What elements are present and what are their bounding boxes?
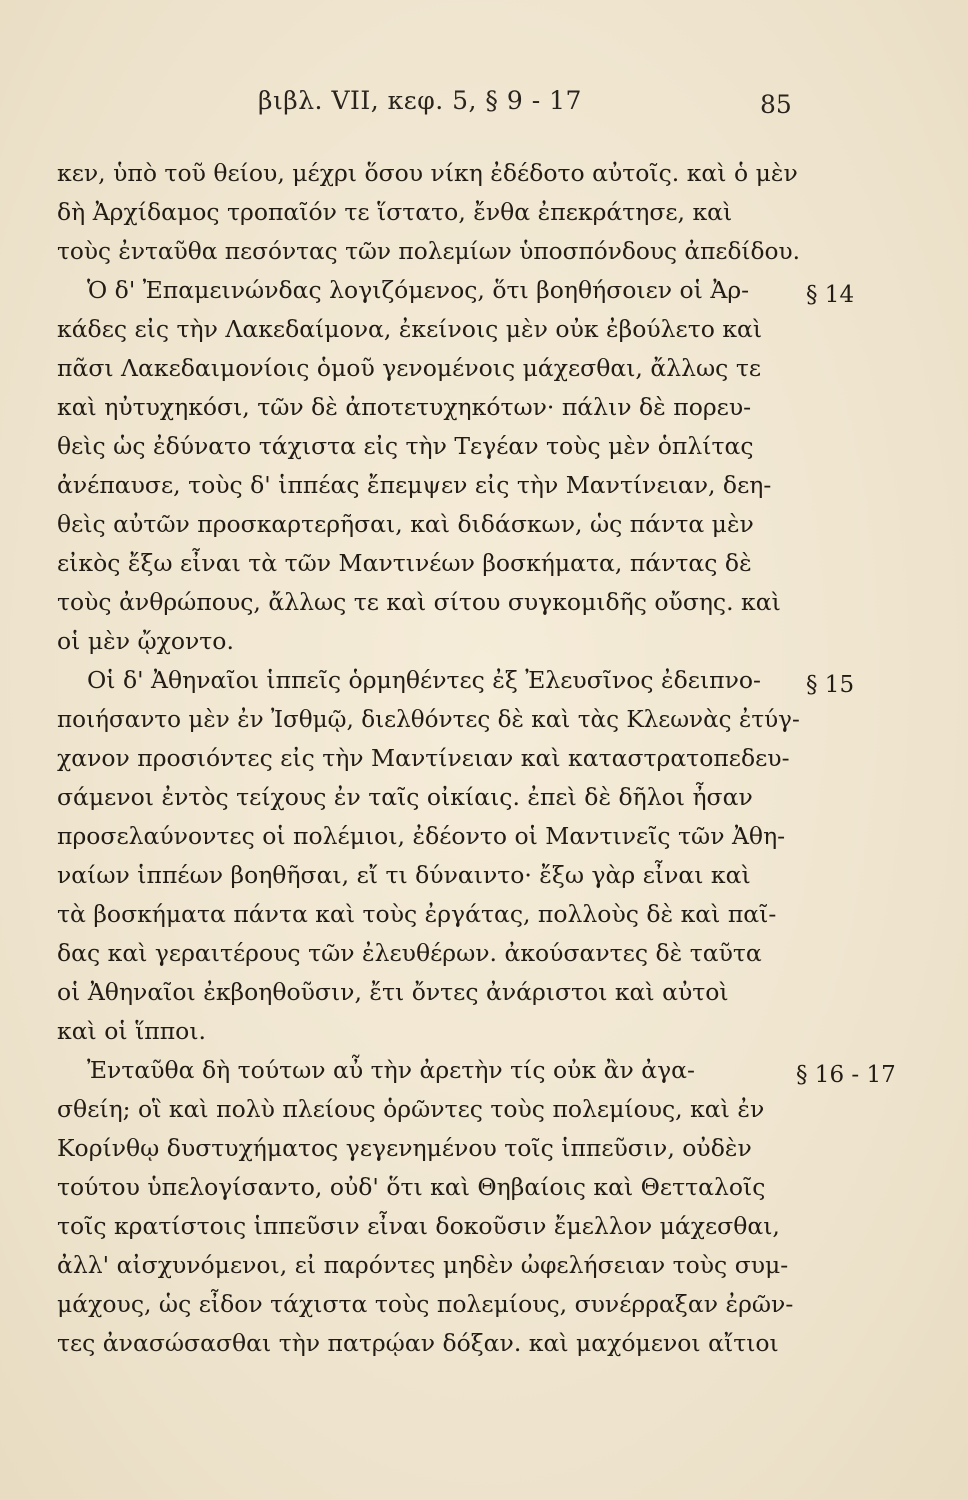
text-line: δὴ Ἀρχίδαμος τροπαῖόν τε ἵστατο, ἔνθα ἐπεκράτησε, καὶ [57,198,733,226]
text-line: μάχους, ὡς εἶδον τάχιστα τοὺς πολεμίους, συνέρραξαν ἐρῶν- [57,1290,794,1318]
text-line: Κορίνθῳ δυστυχήματος γεγενημένου τοῖς ἱππεῦσιν, οὐδὲν [57,1134,752,1162]
text-line: εἰκὸς ἔξω εἶναι τὰ τῶν Μαντινέων βοσκήματα, πάντας δὲ [57,549,752,577]
text-line: προσελαύνοντες οἱ πολέμιοι, ἐδέοντο οἱ Μαντινεῖς τῶν Ἀθη- [57,822,786,850]
text-line: κάδες εἰς τὴν Λακεδαίμονα, ἐκείνοις μὲν οὐκ ἐβούλετο καὶ [57,315,763,343]
page-number: 85 [760,90,792,119]
section-marker: § 16 - 17 [796,1062,896,1088]
section-marker: § 14 [806,282,855,308]
section-marker: § 15 [806,672,855,698]
text-line: κεν, ὑπὸ τοῦ θείου, μέχρι ὅσου νίκη ἐδέδοτο αὐτοῖς. καὶ ὁ μὲν [57,159,798,187]
text-line: τες ἀνασώσασθαι τὴν πατρῴαν δόξαν. καὶ μαχόμενοι αἴτιοι [57,1329,779,1357]
text-line: ἀλλ' αἰσχυνόμενοι, εἰ παρόντες μηδὲν ὠφελήσειαν τοὺς συμ- [57,1251,789,1279]
text-line: τούτου ὑπελογίσαντο, οὐδ' ὅτι καὶ Θηβαίοις καὶ Θετταλοῖς [57,1173,766,1201]
text-line: Ὁ δ' Ἐπαμεινώνδας λογιζόμενος, ὅτι βοηθήσοιεν οἱ Ἀρ- [87,276,750,304]
text-line: ποιήσαντο μὲν ἐν Ἰσθμῷ, διελθόντες δὲ καὶ τὰς Κλεωνὰς ἐτύγ- [57,705,800,733]
text-line: οἱ Ἀθηναῖοι ἐκβοηθοῦσιν, ἔτι ὄντες ἀνάριστοι καὶ αὐτοὶ [57,978,729,1006]
text-line: σθείη; οἳ καὶ πολὺ πλείους ὁρῶντες τοὺς πολεμίους, καὶ ἐν [57,1095,765,1123]
text-line: τὰ βοσκήματα πάντα καὶ τοὺς ἐργάτας, πολλοὺς δὲ καὶ παῖ- [57,900,777,928]
text-line: ναίων ἱππέων βοηθῆσαι, εἴ τι δύναιντο· ἔξω γὰρ εἶναι καὶ [57,861,751,889]
text-line: θεὶς ὡς ἐδύνατο τάχιστα εἰς τὴν Τεγέαν τοὺς μὲν ὁπλίτας [57,432,754,460]
text-line: οἱ μὲν ᾤχοντο. [57,627,234,655]
text-line: χανον προσιόντες εἰς τὴν Μαντίνειαν καὶ καταστρατοπεδευ- [57,744,790,772]
text-line: θεὶς αὐτῶν προσκαρτερῆσαι, καὶ διδάσκων, ὡς πάντα μὲν [57,510,754,538]
text-line: πᾶσι Λακεδαιμονίοις ὁμοῦ γενομένοις μάχεσθαι, ἄλλως τε [57,354,761,382]
text-line: τοὺς ἀνθρώπους, ἄλλως τε καὶ σίτου συγκομιδῆς οὔσης. καὶ [57,588,781,616]
text-line: δας καὶ γεραιτέρους τῶν ἐλευθέρων. ἀκούσαντες δὲ ταῦτα [57,939,762,967]
text-line: ἀνέπαυσε, τοὺς δ' ἱππέας ἔπεμψεν εἰς τὴν Μαντίνειαν, δεη- [57,471,772,499]
text-line: τοὺς ἐνταῦθα πεσόντας τῶν πολεμίων ὑποσπόνδους ἀπεδίδου. [57,237,801,265]
running-head: βιβλ. VII, κεφ. 5, § 9 - 17 [258,86,582,115]
text-line: σάμενοι ἐντὸς τείχους ἐν ταῖς οἰκίαις. ἐπεὶ δὲ δῆλοι ἦσαν [57,783,753,811]
text-line: Ἐνταῦθα δὴ τούτων αὖ τὴν ἀρετὴν τίς οὐκ ἂν ἀγα- [87,1056,695,1084]
text-line: καὶ οἱ ἵπποι. [57,1017,207,1045]
text-line: Οἱ δ' Ἀθηναῖοι ἱππεῖς ὁρμηθέντες ἐξ Ἐλευσῖνος ἐδειπνο- [87,666,761,694]
text-line: τοῖς κρατίστοις ἱππεῦσιν εἶναι δοκοῦσιν ἔμελλον μάχεσθαι, [57,1212,780,1240]
text-line: καὶ ηὐτυχηκόσι, τῶν δὲ ἀποτετυχηκότων· πάλιν δὲ πορευ- [57,393,752,421]
